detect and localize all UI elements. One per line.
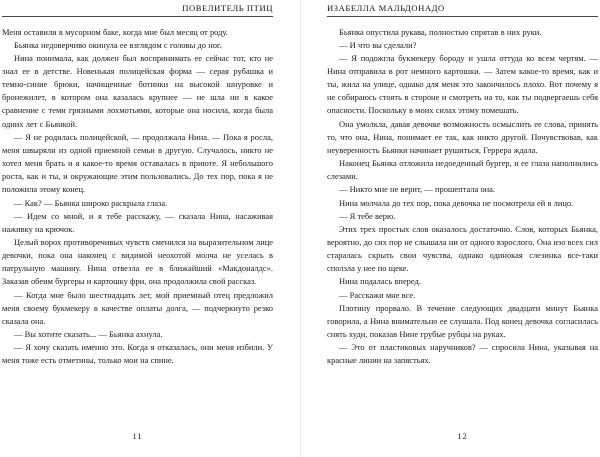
right-page-folio: 12 [457,432,468,441]
paragraph: — Я тебе верю. [339,210,396,221]
left-page-running-head: ПОВЕЛИТЕЛЬ ПТИЦ [2,3,273,17]
paragraph: Меня оставили в мусорном баке, когда мне был месяц от роду. [2,26,228,37]
paragraph: Этих трех простых слов оказалось достаточно. Слов, которых Бьянка, вероятно, до сих пор не слышала ни от одного взрослого. Она изо всех сил старалась скрыть свои чувства, однако одинокая слезинка все-таки сползла у нее по щеке. [327,223,598,274]
paragraph: Она умолкла, давая девочке возможность осмыслить ее слова, принять то, что она, Нина, понимает ее так, как никто другой. Почувствовав, как неуверенность Бьянки начинает рушиться, Геррера ждала. [327,118,598,155]
paragraph: — Это от пластиковых наручников? — спросила Нина, указывая на красные линии на запястьях. [327,342,598,366]
right-page-running-head: ИЗАБЕЛЛА МАЛЬДОНАДО [327,3,598,17]
right-page-body [327,26,598,368]
page-gutter-divider [300,0,301,457]
paragraph: Нина подалась вперед. [339,276,421,287]
paragraph: Плотину прорвало. В течение следующих двадцати минут Бьянка говорила, а Нина внимательно ее слушала. Под конец девочка согласилась снять худи, показав Нине грубые рубцы на руках. [327,302,598,340]
paragraph: Нина молчала до тех пор, пока девочка не посмотрела ей в лицо. [339,197,574,208]
paragraph: — Я подожгла букмекеру бороду и ушла оттуда ко всем чертям. — Нина отправила в рот немного картошки. — Затем какое-то время, как и ты, жила на улице, однако для меня это закончилось плохо. Вот почему я не собираюсь стоять в стороне и смотреть на то, как ты подвергаешь себя опасности. Поскольку в моих силах этому помешать. [327,52,598,116]
paragraph: — Когда мне было шестнадцать лет, мой приемный отец предложил меня своему букмекеру в качестве оплаты долга, — подчеркнуто резко сказала она. [2,289,273,326]
paragraph: Нина понимала, как должен был воспринимать ее сейчас тот, кто не знал ее в детстве. Новенькая полицейская форма — серая рубашка и темно-синие брюки, начищенные ботинки на высокой шнуровке и бронежилет, в котором она казалась крупнее — не шла ни в какое сравнение с теми грязными лохмотьями, которые она носила, когда была одних лет с Бьянкой. [2,52,273,129]
left-page-body [2,26,273,368]
paragraph: Бьянка опустила рукава, полностью спрятав в них руки. [339,26,542,37]
paragraph: — Я не родилась полицейской, — продолжала Нина. — Пока я росла, меня швыряли из одной приемной семьи в другую. Случалось, никто не хотел меня брать и я какое-то время оставалась в приюте. Я небольшого роста, как и ты, и окружающие этим пользовались. До тех пор, пока я не положила этому конец. [2,131,273,195]
left-page-folio: 11 [132,432,143,441]
paragraph: — Идем со мной, и я тебе расскажу, — сказала Нина, насаживая наживку на крючок. [2,210,273,234]
paragraph: — Никто мне не верит, — прошептала она. [339,184,496,195]
right-page [300,0,600,457]
paragraph: Целый ворох противоречивых чувств сменился на выразительном лице девочки, пока она наконец с видимой неохотой молча не уселась в патрульную машину. Нина отвезла ее в ближайший «Макдоналдс». Заказав обеим бургеры и картошку фри, она продолжила свой рассказ. [2,237,273,287]
paragraph: Бьянка недоверчиво окинула ее взглядом с головы до ног. [14,39,222,50]
paragraph: — Вы хотите сказать... — Бьянка ахнула. [14,329,163,340]
paragraph: — Как? — Бьянка широко раскрыла глаза. [14,197,168,208]
paragraph: — Я хочу сказать именно это. Когда я отказалась, они меня избили. У меня тоже есть отметины, только мои на спине. [2,342,273,366]
paragraph: — Расскажи мне все. [339,289,416,300]
paragraph: — И что вы сделали? [339,39,417,50]
paragraph: Наконец Бьянка отложила недоеденный бургер, и ее глаза наполнились слезами. [327,158,598,182]
